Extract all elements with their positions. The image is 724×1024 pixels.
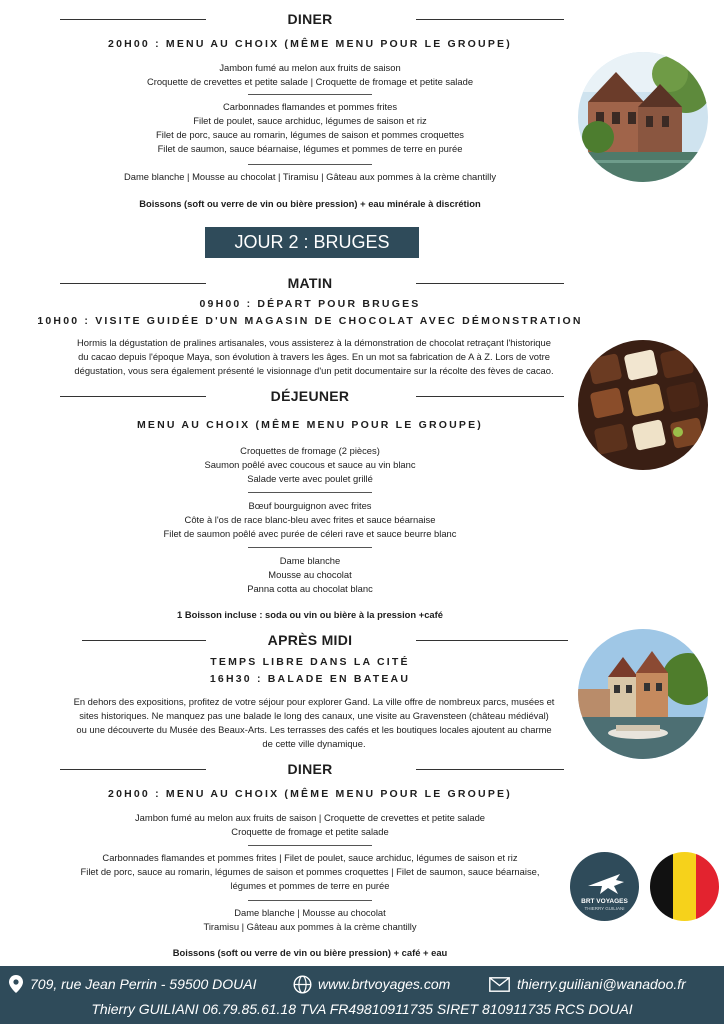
brt-voyages-logo — [570, 852, 639, 921]
paragraph-line: dégustation, vous sera également présenté le visionnage d'un petit documentaire sur la récolte des fèves de cacao. — [74, 365, 554, 376]
section-subtitle: 20H00 : MENU AU CHOIX (MÊME MENU POUR LE GROUPE) — [108, 788, 512, 800]
separator — [248, 845, 372, 846]
paragraph-line: de cette ville dynamique. — [262, 738, 366, 749]
footer-email-link[interactable]: thierry.guiliani@wanadoo.fr — [517, 976, 686, 992]
section-title: DÉJEUNER — [270, 388, 350, 404]
drinks-note: 1 Boisson incluse : soda ou vin ou bière à la pression +café — [177, 609, 443, 620]
section-subtitle: 20H00 : MENU AU CHOIX (MÊME MENU POUR LE GROUPE) — [108, 38, 512, 50]
menu-desserts — [0, 554, 620, 596]
section-title: APRÈS MIDI — [267, 632, 353, 648]
footer — [0, 966, 724, 1024]
menu-item: Carbonnades flamandes et pommes frites — [222, 101, 398, 112]
section-title: DINER — [287, 11, 333, 27]
menu-item: Dame blanche | Mousse au chocolat — [234, 907, 386, 918]
menu-item: Croquette de crevettes et petite salade | Croquette de fromage et petite salade — [146, 76, 474, 87]
paragraph-line: En dehors des expositions, profitez de votre séjour pour explorer Gand. La ville offre de nombreux parcs, musées et — [73, 696, 555, 707]
separator — [248, 164, 372, 165]
drinks-note: Boissons (soft ou verre de vin ou bière pression) + eau minérale à discrétion — [139, 198, 481, 209]
menu-starters — [0, 811, 620, 839]
menu-item: Saumon poêlé avec coucous et sauce au vin blanc — [204, 459, 416, 470]
footer-website-link[interactable]: www.brtvoyages.com — [318, 976, 451, 992]
section-subtitle: TEMPS LIBRE DANS LA CITÉ — [210, 656, 410, 668]
menu-mains — [0, 851, 620, 893]
menu-item: Jambon fumé au melon aux fruits de saison | Croquette de crevettes et petite salade — [134, 812, 486, 823]
separator — [248, 900, 372, 901]
menu-mains — [0, 100, 620, 156]
menu-starters — [0, 444, 620, 486]
menu-item: Tiramisu | Gâteau aux pommes à la crème chantilly — [203, 921, 417, 932]
canal-boat-photo — [578, 629, 708, 759]
menu-item: Filet de porc, sauce au romarin, légumes de saison et pommes croquettes — [156, 129, 464, 140]
section-subtitle: 09H00 : DÉPART POUR BRUGES — [199, 298, 421, 310]
menu-item: Carbonnades flamandes et pommes frites | Filet de poulet, sauce archiduc, légumes de saison et riz — [102, 852, 518, 863]
footer-legal: Thierry GUILIANI 06.79.85.61.18 TVA FR49810911735 SIRET 810911735 RCS DOUAI — [91, 1001, 633, 1017]
menu-item: Salade verte avec poulet grillé — [247, 473, 373, 484]
belgian-flag — [650, 852, 719, 921]
menu-item: Panna cotta au chocolat blanc — [247, 583, 373, 594]
paragraph-line: sites historiques. Ne manquez pas une balade le long des canaux, une visite au Gravensteen (château médiéval) — [79, 710, 549, 721]
menu-item: Dame blanche — [279, 555, 341, 566]
logo-text: BRT VOYAGES — [581, 898, 628, 905]
separator — [248, 94, 372, 95]
separator — [248, 492, 372, 493]
menu-item: Filet de saumon, sauce béarnaise, légumes et pommes de terre en purée — [157, 143, 463, 154]
envelope-icon — [489, 977, 510, 992]
menu-item: Croquette de fromage et petite salade — [231, 826, 389, 837]
section-subtitle: 16H30 : BALADE EN BATEAU — [209, 673, 411, 685]
paragraph-line: du cacao depuis l'époque Maya, son évolution à travers les âges. En un mot sa fabrication de A à Z. Lors de votre — [78, 351, 550, 362]
menu-desserts — [0, 170, 620, 184]
paragraph-line: ou une découverte du Musée des Beaux-Arts. Les terrasses des cafés et les boutiques locales ajoutent au charme — [76, 724, 552, 735]
separator — [248, 547, 372, 548]
activity-description — [42, 695, 586, 751]
menu-desserts — [0, 906, 620, 934]
menu-item: Filet de saumon poêlé avec purée de céleri rave et sauce beurre blanc — [163, 528, 457, 539]
menu-item: Jambon fumé au melon aux fruits de saison — [219, 62, 401, 73]
menu-item: Mousse au chocolat — [268, 569, 352, 580]
menu-item: légumes et pommes de terre en purée — [230, 880, 390, 891]
menu-item: Bœuf bourguignon avec frites — [248, 500, 372, 511]
drinks-note: Boissons (soft ou verre de vin ou bière pression) + café + eau — [172, 947, 448, 958]
bruges-canal-photo — [578, 52, 708, 182]
menu-mains — [0, 499, 620, 541]
menu-item: Filet de poulet, sauce archiduc, légumes de saison et riz — [193, 115, 427, 126]
section-title: MATIN — [287, 275, 333, 291]
activity-description — [46, 336, 582, 378]
location-pin-icon — [9, 975, 23, 993]
footer-address: 709, rue Jean Perrin - 59500 DOUAI — [30, 976, 257, 992]
menu-item: Côte à l'os de race blanc-bleu avec frites et sauce béarnaise — [184, 514, 436, 525]
menu-item: Croquettes de fromage (2 pièces) — [240, 445, 380, 456]
section-title: DINER — [287, 761, 333, 777]
day-banner: JOUR 2 : BRUGES — [205, 227, 419, 258]
section-subtitle: 10H00 : VISITE GUIDÉE D'UN MAGASIN DE CHOCOLAT AVEC DÉMONSTRATION — [37, 315, 583, 327]
menu-item: Dame blanche | Mousse au chocolat | Tiramisu | Gâteau aux pommes à la crème chantilly — [123, 171, 497, 182]
paragraph-line: Hormis la dégustation de pralines artisanales, vous assisterez à la démonstration de chocolat retraçant l'historique — [77, 337, 551, 348]
logo-subtext: THIERRY GUILIANI — [584, 906, 625, 911]
section-subtitle: MENU AU CHOIX (MÊME MENU POUR LE GROUPE) — [136, 419, 484, 431]
menu-item: Filet de porc, sauce au romarin, légumes de saison et pommes croquettes | Filet de saumon, sauce béarnaise, — [80, 866, 540, 877]
menu-starters — [0, 61, 620, 89]
globe-icon — [293, 975, 312, 994]
